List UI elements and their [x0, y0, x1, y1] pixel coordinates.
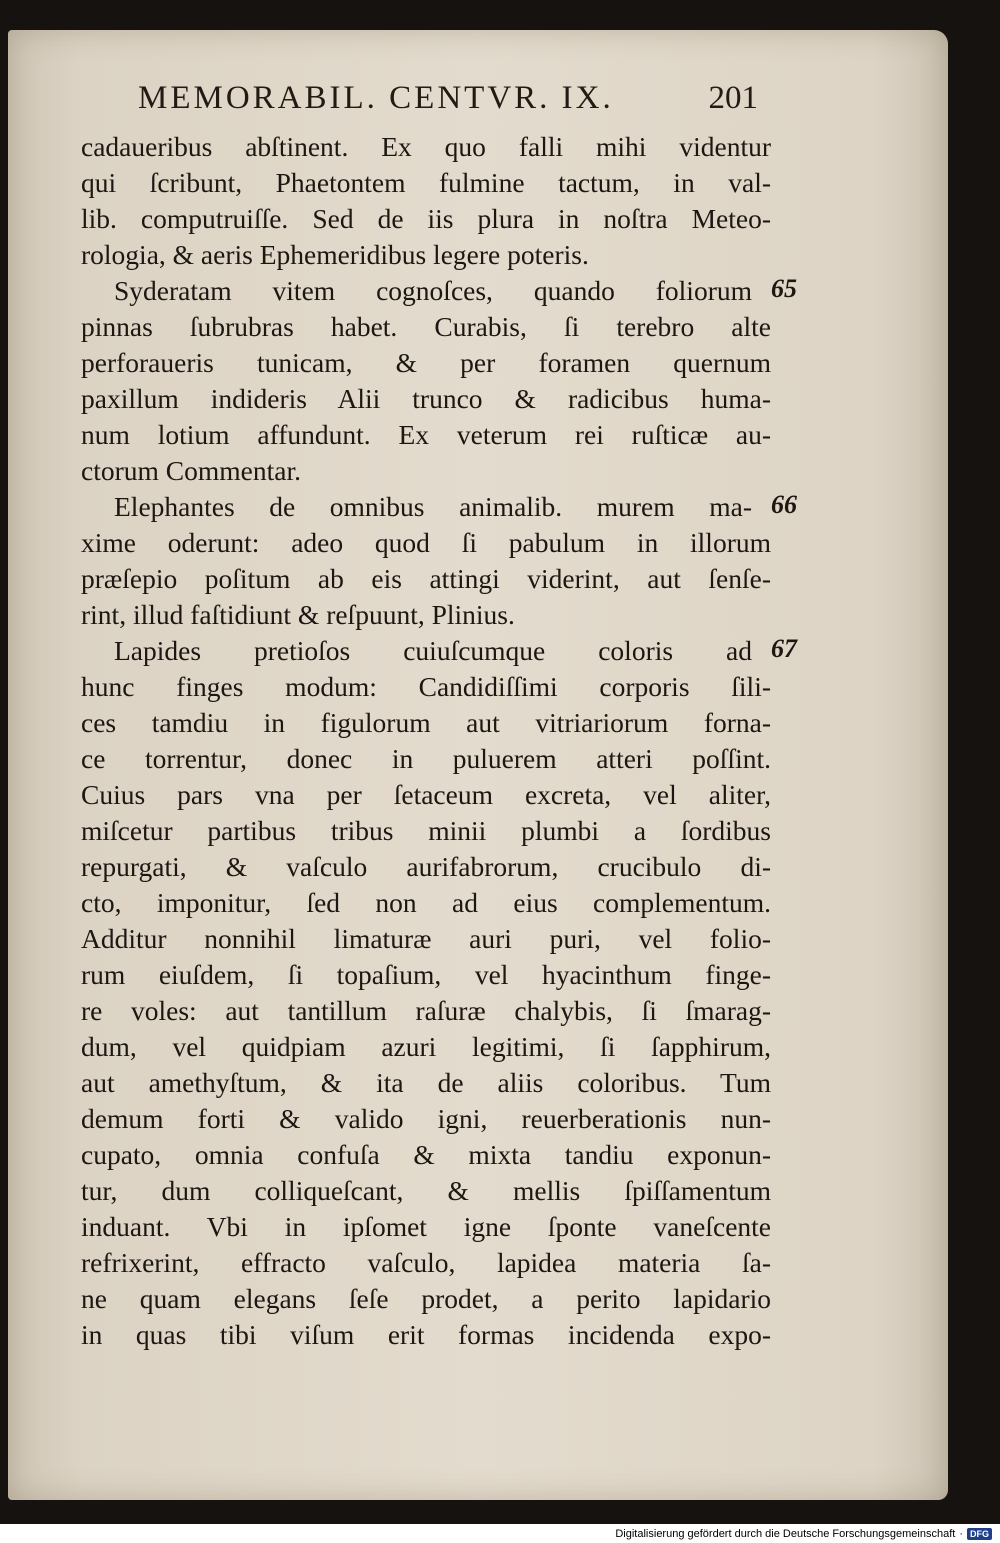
book-page	[8, 30, 948, 1500]
text-line: repurgati, & vaſculo aurifabrorum, crucibulo di-	[81, 851, 771, 882]
text-line: ne quam elegans ſeſe prodet, a perito lapidario	[81, 1283, 771, 1314]
text-line: lib. computruiſſe. Sed de iis plura in noſtra Meteo-	[81, 203, 771, 234]
text-line: ce torrentur, donec in puluerem atteri poſſint.	[81, 743, 771, 774]
text-line: Additur nonnihil limaturæ auri puri, vel folio-	[81, 923, 771, 954]
text-line: Elephantes de omnibus animalib. murem ma-	[114, 491, 752, 522]
text-line: pinnas ſubrubras habet. Curabis, ſi terebro alte	[81, 311, 771, 342]
text-line: paxillum indideris Alii trunco & radicibus huma-	[81, 383, 771, 414]
text-line: ctorum Commentar.	[81, 455, 301, 486]
text-line: rint, illud faſtidiunt & reſpuunt, Plinius.	[81, 599, 515, 630]
text-line: rologia, & aeris Ephemeridibus legere poteris.	[81, 239, 589, 270]
dfg-logo-icon: DFG	[967, 1528, 992, 1540]
text-line: Syderatam vitem cognoſces, quando foliorum	[114, 275, 752, 306]
text-line: cupato, omnia confuſa & mixta tandiu exponun-	[81, 1139, 771, 1170]
text-line: demum forti & valido igni, reuerberationis nun-	[81, 1103, 771, 1134]
text-line: refrixerint, effracto vaſculo, lapidea materia ſa-	[81, 1247, 771, 1278]
text-line: Cuius pars vna per ſetaceum excreta, vel aliter,	[81, 779, 771, 810]
text-line: aut amethyſtum, & ita de aliis coloribus. Tum	[81, 1067, 771, 1098]
margin-number: 65	[771, 274, 797, 303]
running-title: MEMORABIL. CENTVR. IX.	[138, 80, 614, 116]
text-line: cto, imponitur, ſed non ad eius complementum.	[81, 887, 771, 918]
text-line: miſcetur partibus tribus minii plumbi a ſordibus	[81, 815, 771, 846]
text-line: dum, vel quidpiam azuri legitimi, ſi ſapphirum,	[81, 1031, 771, 1062]
credit-text: Digitalisierung gefördert durch die Deutsche Forschungsgemeinschaft	[615, 1528, 956, 1540]
digitization-credit: Digitalisierung gefördert durch die Deutsche Forschungsgemeinschaft · DFG	[615, 1526, 992, 1542]
margin-number: 66	[771, 490, 797, 519]
text-line: rum eiuſdem, ſi topaſium, vel hyacinthum finge-	[81, 959, 771, 990]
text-line: præſepio poſitum ab eis attingi viderint, aut ſenſe-	[81, 563, 771, 594]
text-line: qui ſcribunt, Phaetontem fulmine tactum, in val-	[81, 167, 771, 198]
text-line: re voles: aut tantillum raſuræ chalybis, ſi ſmarag-	[81, 995, 771, 1026]
text-line: induant. Vbi in ipſomet igne ſponte vaneſcente	[81, 1211, 771, 1242]
text-line: cadaueribus abſtinent. Ex quo falli mihi videntur	[81, 131, 771, 162]
text-line: num lotium affundunt. Ex veterum rei ruſticæ au-	[81, 419, 771, 450]
text-line: tur, dum colliqueſcant, & mellis ſpiſſamentum	[81, 1175, 771, 1206]
page-header	[138, 80, 758, 120]
margin-number: 67	[771, 634, 797, 663]
text-line: ces tamdiu in figulorum aut vitriariorum forna-	[81, 707, 771, 738]
text-line: xime oderunt: adeo quod ſi pabulum in illorum	[81, 527, 771, 558]
text-line: in quas tibi viſum erit formas incidenda expo-	[81, 1319, 771, 1350]
text-line: Lapides pretioſos cuiuſcumque coloris ad	[114, 635, 752, 666]
page-number: 201	[708, 80, 758, 116]
text-line: hunc finges modum: Candidiſſimi corporis ſili-	[81, 671, 771, 702]
text-line: perforaueris tunicam, & per foramen quernum	[81, 347, 771, 378]
